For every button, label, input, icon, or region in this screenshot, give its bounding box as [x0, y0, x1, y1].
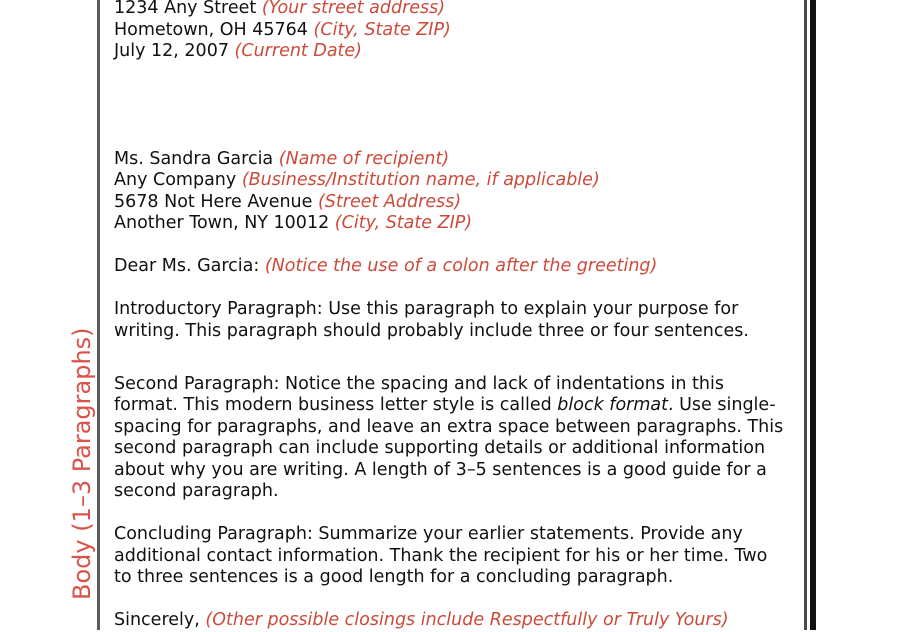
- spacer: [114, 503, 800, 525]
- spacer: [114, 364, 800, 374]
- page-left-border: [97, 0, 100, 630]
- second-paragraph: [114, 374, 800, 503]
- spacer: [114, 589, 800, 611]
- sender-address: [114, 0, 800, 63]
- recipient-city-note: (City, State ZIP): [334, 213, 473, 233]
- recipient-street: 5678 Not Here Avenue: [114, 191, 313, 212]
- concluding-line: additional contact information. Thank the recipient for his or her time. Two: [114, 545, 768, 566]
- intro-line: Introductory Paragraph: Use this paragraph to explain your purpose for: [114, 299, 739, 319]
- closing-line: [114, 610, 800, 632]
- concluding-paragraph: [114, 524, 800, 589]
- spacer: [114, 235, 800, 257]
- sender-city: Hometown, OH 45764: [114, 19, 308, 40]
- recipient-address: [114, 149, 800, 235]
- closing-note: (Other possible closings include Respectfully or Truly Yours): [205, 610, 729, 630]
- recipient-street-note: (Street Address): [317, 191, 462, 212]
- recipient-company-note: (Business/Institution name, if applicable): [241, 170, 600, 190]
- recipient-name-line: [114, 149, 800, 171]
- page-right-edge: [810, 0, 816, 630]
- recipient-company: Any Company: [114, 170, 237, 190]
- recipient-city: Another Town, NY 10012: [114, 213, 330, 233]
- date-line: [114, 41, 800, 63]
- greeting-line: [114, 256, 800, 278]
- second-line: second paragraph can include supporting details or additional information: [114, 438, 766, 458]
- page-right-border: [804, 0, 807, 630]
- letter-date: July 12, 2007: [114, 41, 229, 61]
- second-line: second paragraph.: [114, 481, 279, 501]
- body-section-label: Body (1–3 Paragraphs): [68, 327, 96, 600]
- sender-street: 1234 Any Street: [114, 0, 257, 18]
- greeting: Dear Ms. Garcia:: [114, 256, 260, 276]
- greeting-note: (Notice the use of a colon after the greeting): [264, 256, 658, 276]
- second-line-text: . Use single-: [668, 395, 776, 415]
- spacer: [114, 278, 800, 300]
- concluding-line: Concluding Paragraph: Summarize your earlier statements. Provide any: [114, 524, 743, 544]
- spacer: [114, 63, 800, 149]
- letter-body: [114, 0, 800, 632]
- second-line: about why you are writing. A length of 3–5 sentences is a good guide for a: [114, 459, 767, 480]
- sender-city-note: (City, State ZIP): [313, 19, 451, 40]
- recipient-name-note: (Name of recipient): [278, 148, 450, 169]
- concluding-line: to three sentences is a good length for a concluding paragraph.: [114, 567, 674, 587]
- recipient-street-line: [114, 192, 800, 214]
- intro-paragraph: [114, 299, 800, 342]
- second-line: spacing for paragraphs, and leave an extra space between paragraphs. This: [114, 416, 784, 437]
- sender-street-note: (Your street address): [261, 0, 446, 18]
- sender-city-line: [114, 20, 800, 42]
- intro-line: writing. This paragraph should probably include three or four sentences.: [114, 320, 749, 341]
- second-line-text: format. This modern business letter style is called: [114, 395, 558, 415]
- date-note: (Current Date): [234, 41, 363, 61]
- second-line: [114, 395, 800, 417]
- spacer: [114, 342, 800, 364]
- recipient-company-line: [114, 170, 800, 192]
- second-line: Second Paragraph: Notice the spacing and lack of indentations in this: [114, 373, 724, 394]
- closing: Sincerely,: [114, 610, 200, 630]
- recipient-city-line: [114, 213, 800, 235]
- recipient-name: Ms. Sandra Garcia: [114, 148, 274, 169]
- block-format-term: block format: [557, 395, 668, 415]
- sender-street-line: [114, 0, 800, 20]
